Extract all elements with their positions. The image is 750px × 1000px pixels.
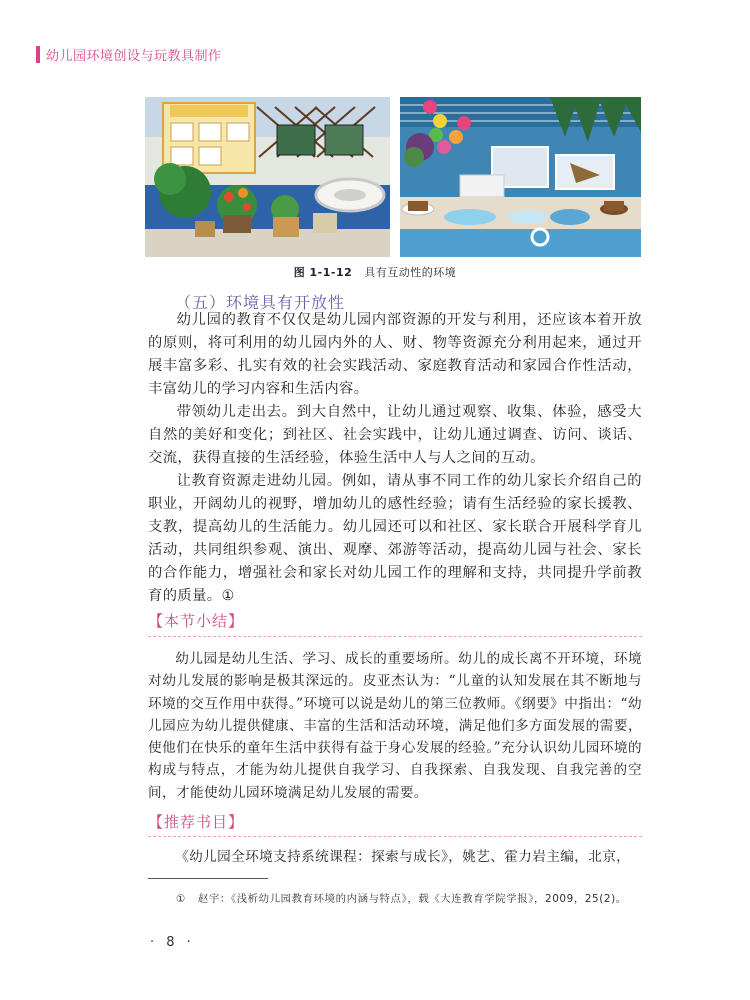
section-summary-heading: 【本节小结】	[148, 612, 245, 630]
figure-photo-planting-corner	[145, 97, 390, 257]
page-number: · 8 ·	[150, 935, 195, 950]
footnote-mark: ①	[176, 893, 186, 905]
summary-paragraph: 幼儿园是幼儿生活、学习、成长的重要场所。幼儿的成长离不开环境，环境对幼儿发展的影响是极其深远的。皮亚杰认为：“儿童的认知发展在其不断地与环境的交互作用中获得。”环境可以说是幼儿的第三位教师。《纲要》中指出：“幼儿园应为幼儿提供健康、丰富的生活和活动环境，满足他们多方面发展的需要，使他们在快乐的童年生活中获得有益于身心发展的经验。”充分认识幼儿园环境的构成与特点，才能为幼儿提供自我学习、自我探索、自我发现、自我完善的空间，才能使幼儿园环境满足幼儿发展的需要。	[148, 651, 642, 801]
footnote-text: 赵宇：《浅析幼儿园教育环境的内涵与特点》，载《大连教育学院学报》，2009，25(2)。	[197, 893, 627, 905]
paragraph-bring-in: 让教育资源走进幼儿园。例如，请从事不同工作的幼儿家长介绍自己的职业，开阔幼儿的视野，增加幼儿的感性经验；请有生活经验的家长援教、支教，提高幼儿的生活能力。幼儿园还可以和社区、家长联合开展科学育儿活动，共同组织参观、演出、观摩、郊游等活动，提高幼儿园与社会、家长的合作能力，增强社会和家长对幼儿园工作的理解和支持，共同提升学前教育的质量。①	[148, 473, 642, 604]
figure-caption-text: 具有互动性的环境	[364, 266, 457, 279]
recommended-books-body	[148, 846, 642, 868]
books-divider	[148, 836, 642, 837]
header-accent-bar	[36, 46, 40, 63]
subsection-heading: （五）环境具有开放性	[175, 293, 346, 312]
figure-caption	[0, 264, 750, 280]
paragraph-openness: 幼儿园的教育不仅仅是幼儿园内部资源的开发与利用，还应该本着开放的原则，将可利用的幼儿园内外的人、财、物等资源充分利用起来，通过开展丰富多彩、扎实有效的社会实践活动、家庭教育活动和家园合作性活动，丰富幼儿的学习内容和生活内容。	[148, 312, 642, 397]
figure-photo-discovery-table	[400, 97, 641, 257]
section-summary-body	[148, 648, 642, 804]
footnote	[176, 890, 642, 909]
section-body	[148, 309, 642, 608]
figure-number: 图 1-1-12	[293, 266, 353, 279]
running-header	[36, 44, 222, 64]
recommended-books-heading: 【推荐书目】	[148, 813, 245, 831]
paragraph-go-out: 带领幼儿走出去。到大自然中，让幼儿通过观察、收集、体验，感受大自然的美好和变化；到社区、社会实践中，让幼儿通过调查、访问、谈话、交流，获得直接的生活经验，体验生活中人与人之间的互动。	[148, 404, 642, 466]
book-entry: 《幼儿园全环境支持系统课程：探索与成长》，姚艺、霍力岩主编，北京，	[175, 849, 631, 865]
footnote-rule	[148, 878, 268, 879]
summary-divider	[148, 636, 642, 637]
running-header-title: 幼儿园环境创设与玩教具制作	[46, 48, 222, 64]
